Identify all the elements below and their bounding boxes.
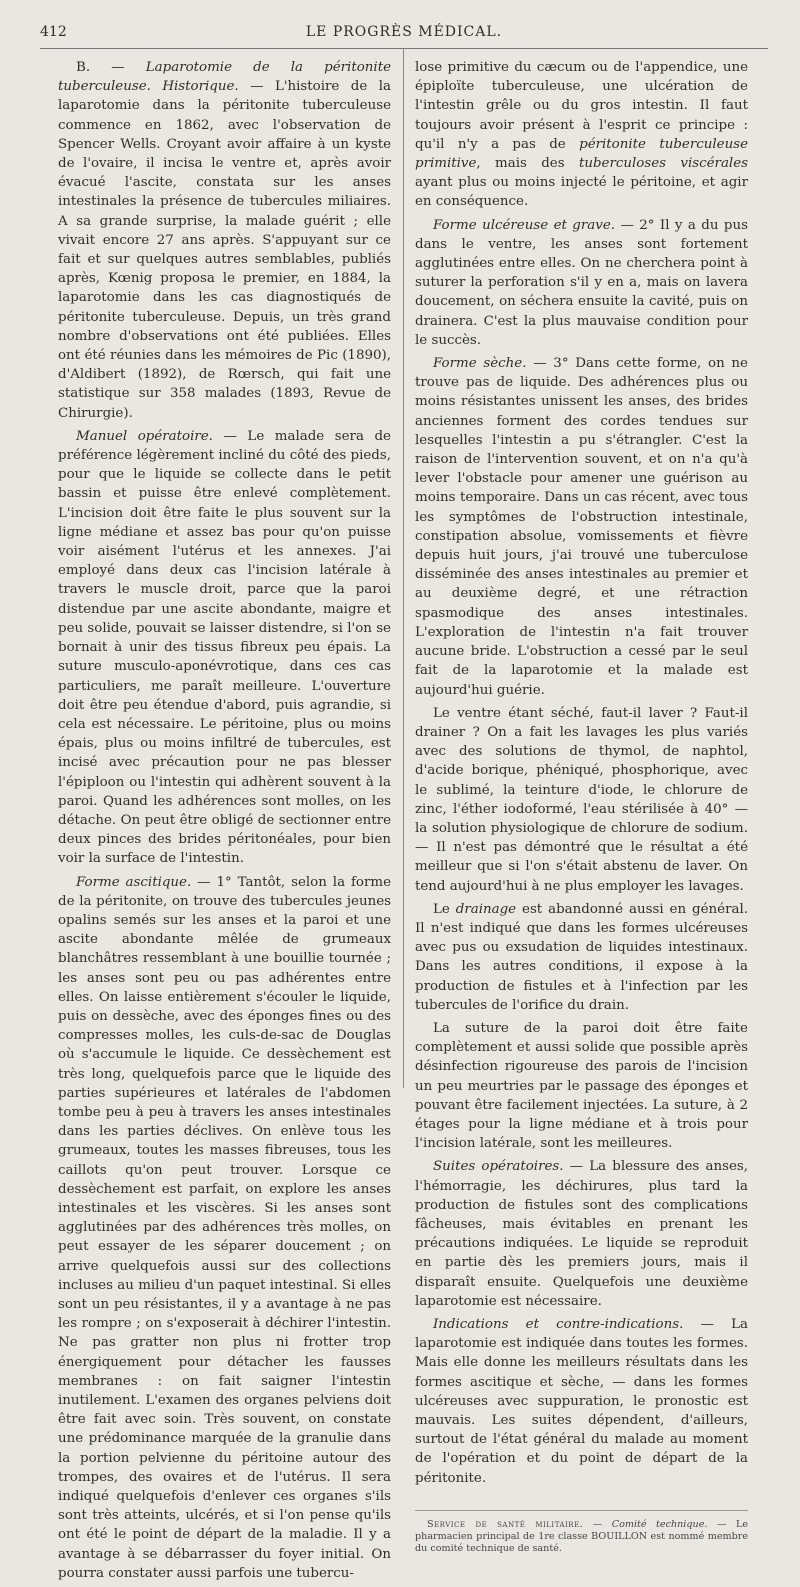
paragraph-text: , mais des — [476, 156, 579, 172]
paragraph-historique — [58, 58, 391, 423]
paragraph-text: — La laparotomie est indiquée dans toutes les formes. Mais elle donne les meilleurs résultats dans les formes ascitique et sèche, — dans les formes ulcéreuses avec suppuration, le pronostic est mauvais. Les suites dépendent, d'ailleurs, surtout de l'état général du malade au moment de l'opération et du point de départ de la péritonite. — [415, 1317, 748, 1486]
note-paragraph — [415, 1519, 748, 1555]
page-header — [40, 22, 768, 49]
note-text: . — Le pharmacien principal de 1re classe BOUILLON est nommé membre du comité technique de santé. — [415, 1518, 748, 1554]
running-title: LE PROGRÈS MÉDICAL. — [305, 24, 503, 40]
subsection-heading: Suites opératoires. — [433, 1159, 564, 1175]
paragraph-suites-operatoires — [415, 1157, 748, 1311]
paragraph-forme-ulcereuse — [415, 216, 748, 350]
note-dash: — — [583, 1518, 612, 1530]
paragraph-drainage — [415, 900, 748, 1015]
section-heading: Laparotomie de la péritonite tuberculeuse. Historique. — [58, 60, 391, 95]
paragraph-suture: La suture de la paroi doit être faite complètement et aussi solide que possible après désinfection rigoureuse des parois de l'incision un peu meurtries par le passage des éponges et pouvant être facilement injectées. La suture, à 2 étages pour la ligne médiane et à trois pour l'incision latérale, sont les meilleures. — [415, 1020, 748, 1152]
subsection-heading: Indications et contre-indications. — [433, 1317, 684, 1332]
paragraph-text: — 2° Il y a du pus dans le ventre, les anses sont fortement agglutinées entre elles. On ne cherchera point à suturer la perforation s'il y en a, mais on lavera doucement, on séchera ensuite la cavité, puis on drainera. C'est la plus mauvaise condition pour le succès. — [415, 217, 748, 348]
paragraph-text: Le — [433, 901, 456, 917]
emphasis: drainage — [455, 901, 517, 917]
paragraph-text: — Le malade sera de préférence légèrement incliné du côté des pieds, pour que le liquide se collecte dans le petit bassin et puisse être enlevé complètement. L'incision doit être faite le plus souvent sur la ligne médiane et assez bas pour qu'on puisse voir aisément l'utérus et les annexes. J'ai employé dans deux cas l'incision latérale à travers le muscle droit, parce que la paroi distendue par une ascite abondante, maigre et peu solide, pouvait se laisser distendre, si l'on se bornait à unir des tissus fibreux peu épais. La suture musculo-aponévrotique, dans ces cas particuliers, me paraît meilleure. L'ouverture doit être peu étendue d'abord, puis agrandie, si cela est nécessaire. Le péritoine, plus ou moins épais, plus ou moins infiltré de tubercules, est incisé avec précaution pour ne pas blesser l'épiploon ou l'intestin qui adhèrent souvent à la paroi. Quand les adhérences sont molles, on les détache. On peut être obligé de sectionner entre deux pinces des brides péritonéales, pour bien voir la surface de l'intestin. — [58, 428, 391, 867]
paragraph-text: est abandonné aussi en général. Il n'est indiqué que dans les formes ulcéreuses avec pus ou exsudation de liquides intestinaux. Dans les autres conditions, il expose à la production de fistules et à l'infection par les tubercules de l'orifice du drain. — [415, 901, 748, 1013]
paragraph-forme-seche — [415, 354, 748, 700]
paragraph-indications — [415, 1315, 748, 1488]
left-column — [58, 58, 391, 1587]
paragraph-forme-ascitique — [58, 873, 391, 1584]
emphasis: péritonite tuberculeuse primitive — [415, 136, 748, 172]
section-letter: B. — — [76, 60, 146, 75]
paragraph-text: — 1° Tantôt, selon la forme de la péritonite, on trouve des tubercules jeunes opalins semés sur les anses et la paroi et une ascite abondante mêlée de grumeaux blanchâtres ressemblant à une bouillie tournée ; les anses sont peu ou pas adhérentes entre elles. On laisse entièrement s'écouler le liquide, puis on dessèche, avec des éponges fines ou des compresses molles, les culs-de-sac de Douglas où s'accumule le liquide. Ce dessèchement est très long, quelquefois parce que le liquide des parties supérieures et latérales de l'abdomen tombe peu à peu à travers les anses intestinales dans les parties déclives. On enlève tous les grumeaux, toutes les masses fibreuses, tous les caillots qu'on peut trouver. Lorsque ce dessèchement est parfait, on explore les anses intestinales et les viscères. Si les anses sont agglutinées par des adhérences très molles, on peut essayer de les séparer doucement ; on arrive quelquefois aussi sur des collections incluses au milieu d'un paquet intestinal. Si elles sont un peu résistantes, il y a avantage à ne pas les rompre ; on s'exposerait à déchirer l'intestin. Ne pas gratter non plus ni frotter trop énergiquement pour détacher les fausses membranes : on fait saigner l'intestin inutilement. L'examen des organes pelviens doit être fait avec soin. Très souvent, on constate une prédominance marquée de la granulie dans la portion pelvienne du péritoine autour des trompes, des ovaires et de l'utérus. Il sera indiqué quelquefois d'enlever ces organes s'ils sont très atteints, ulcérés, et si l'on pense qu'ils ont été le point de départ de la maladie. Il y a avantage à se débarrasser du foyer initial. On pourra constater aussi parfois une tubercu- — [58, 874, 392, 1581]
paragraph-text: — 3° Dans cette forme, on ne trouve pas de liquide. Des adhérences plus ou moins résistantes unissent les anses, des brides anciennes forment des cordes tendues sur lesquelles l'intestin a pu s'étrangler. C'est la raison de l'intervention souvent, et on n'a qu'à lever l'obstacle pour amener une guérison au moins temporaire. Dans un cas récent, avec tous les symptômes de l'obstruction intestinale, constipation absolue, vomissements et fièvre depuis huit jours, j'ai trouvé une tuberculose disséminée des anses intestinales au premier et au deuxième degré, et une rétraction spasmodique des anses intestinales. L'exploration de l'intestin n'a fait trouver aucune bride. L'obstruction a cessé par le seul fait de la laparotomie et la malade est aujourd'hui guérie. — [415, 356, 748, 698]
subsection-heading: Forme ascitique. — [76, 874, 192, 890]
emphasis: tuberculoses viscérales — [578, 156, 749, 172]
paragraph-text: ayant plus ou moins injecté le péritoine, et agir en conséquence. — [415, 175, 748, 210]
subsection-heading: Forme ulcéreuse et grave. — [433, 217, 616, 233]
subsection-heading: Manuel opératoire. — [76, 428, 213, 444]
paragraph-text: lose primitive du cæcum ou de l'appendice, une épiploïte tuberculeuse, une ulcération de l'intestin grêle ou du gros intestin. Il faut toujours avoir présent à l'esprit ce principe : qu'il n'y a pas de — [415, 60, 748, 152]
subsection-heading: Forme sèche. — [433, 356, 527, 372]
note-label: Service de santé militaire. — [427, 1518, 584, 1530]
paragraph-continuation — [415, 58, 748, 212]
page-number: 412 — [40, 24, 67, 40]
paragraph-text: — La blessure des anses, l'hémorragie, les déchirures, plus tard la production de fistules sont des complications fâcheuses, mais évitables en prenant les précautions indiquées. Le liquide se reproduit en partie dès les premiers jours, mais il disparaît ensuite. Quelquefois une deuxième laparotomie est nécessaire. — [415, 1159, 748, 1309]
paragraph-text: — L'histoire de la laparotomie dans la péritonite tuberculeuse commence en 1862, avec l'observation de Spencer Wells. Croyant avoir affaire à un kyste de l'ovaire, il incisa le ventre et, après avoir évacué l'ascite, constata sur les anses intestinales la présence de tubercules miliaires. A sa grande surprise, la malade guérit ; elle vivait encore 27 ans après. S'appuyant sur ce fait et sur quelques autres semblables, publiés après, Kœnig proposa le premier, en 1884, la laparotomie dans les cas diagnostiqués de péritonite tuberculeuse. Depuis, un très grand nombre d'observations ont été publiées. Elles ont été réunies dans les mémoires de Pic (1890), d'Aldibert (1892), de Rœrsch, qui fait une statistique sur 358 malades (1893, Revue de Chirurgie). — [58, 79, 391, 421]
column-divider — [403, 48, 404, 1088]
right-column — [415, 58, 748, 1555]
note-emphasis: Comité technique — [611, 1518, 705, 1530]
news-note — [415, 1510, 748, 1555]
paragraph-manuel-operatoire — [58, 427, 391, 869]
paragraph-lavages: Le ventre étant séché, faut-il laver ? Faut-il drainer ? On a fait les lavages les plus variés avec des solutions de thymol, de naphtol, d'acide borique, phéniqué, phosphorique, avec le sublimé, la teinture d'iode, le chlorure de zinc, l'éther iodoformé, l'eau stérilisée à 40° — la solution physiologique de chlorure de sodium. — Il n'est pas démontré que le résultat a été meilleur que si l'on s'était abstenu de laver. On tend aujourd'hui à ne plus employer les lavages. — [415, 705, 748, 894]
